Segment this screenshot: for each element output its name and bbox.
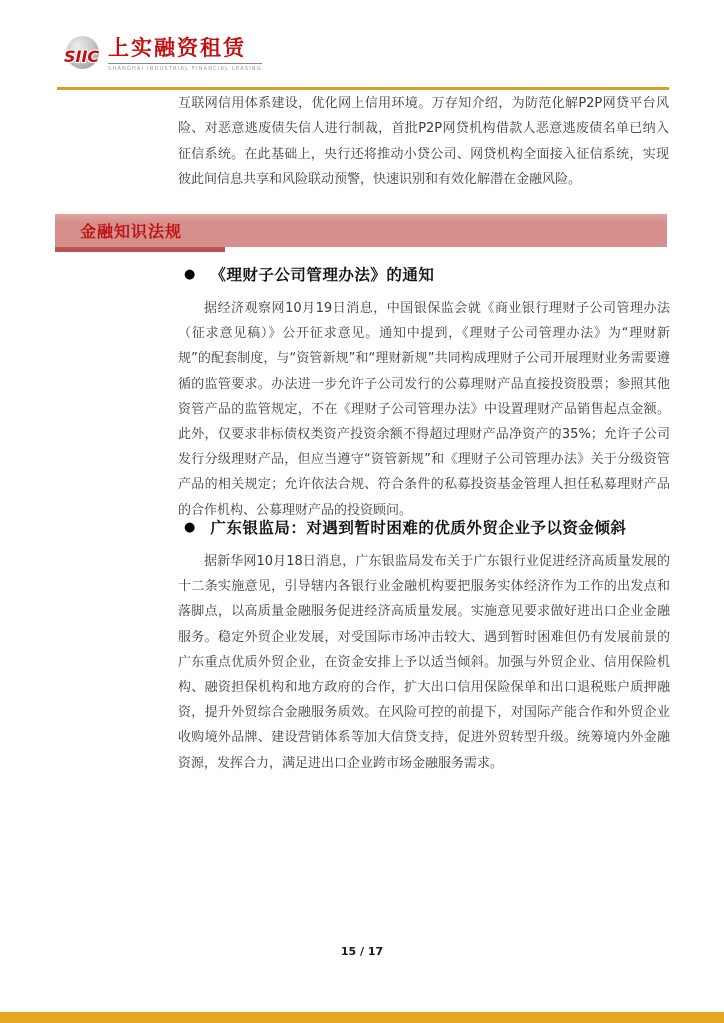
section-banner-shadow: [55, 247, 225, 252]
article-2-heading: [184, 516, 626, 538]
bullet-icon: ●: [184, 266, 196, 282]
bullet-icon: ●: [184, 519, 196, 535]
article-1-title: 《理财子公司管理办法》的通知: [210, 266, 435, 284]
article-1-body: 据经济观察网10月19日消息，中国银保监会就《商业银行理财子公司管理办法（征求意见稿）》公开征求意见。通知中提到，《理财子公司管理办法》为“理财新规”的配套制度，与“资管新规”和“理财新规”共同构成理财子公司开展理财业务需要遵循的监管要求。办法进一步允许子公司发行的公募理财产品直接投资股票；参照其他资管产品的监管规定，不在《理财子公司管理办法》中设置理财产品销售起点金额。此外，仅要求非标债权类资产投资余额不得超过理财产品净资产的35%；允许子公司发行分级理财产品，但应当遵守“资管新规”和《理财子公司管理办法》关于分级资管产品的相关规定；允许依法合规、符合条件的私募投资基金管理人担任私募理财产品的合作机构、公募理财产品的投资顾问。: [178, 301, 670, 518]
intro-paragraph: 互联网信用体系建设，优化网上信用环境。万存知介绍，为防范化解P2P网贷平台风险、对恶意逃废债失信人进行制裁，首批P2P网贷机构借款人恶意逃废债名单已纳入征信系统。在此基础上，央行还将推动小贷公司、网贷机构全面接入征信系统，实现彼此间信息共享和风险联动预警，快速识别和有效化解潜在金融风险。: [178, 96, 669, 187]
article-2-title: 广东银监局：对遇到暂时困难的优质外贸企业予以资金倾斜: [210, 519, 627, 537]
section-banner: [55, 214, 667, 247]
footer-gold-bar: [0, 1012, 724, 1023]
article-2-body: 据新华网10月18日消息，广东银监局发布关于广东银行业促进经济高质量发展的十二条实施意见，引导辖内各银行业金融机构要把服务实体经济作为工作的出发点和落脚点，以高质量金融服务促进经济高质量发展。实施意见要求做好进出口企业金融服务。稳定外贸企业发展，对受国际市场冲击较大、遇到暂时困难但仍有发展前景的广东重点优质外贸企业，在资金安排上予以适当倾斜。加强与外贸企业、信用保险机构、融资担保机构和地方政府的合作，扩大出口信用保险保单和出口退税账户质押融资，提升外贸综合金融服务质效。在风险可控的前提下，对国际产能合作和外贸企业收购境外品牌、建设营销体系等加大信贷支持，促进外贸转型升级。统筹境内外金融资源，发挥合力，满足进出口企业跨市场金融服务需求。: [178, 554, 670, 771]
page-number: 15 / 17: [340, 945, 384, 958]
siic-globe-icon: [64, 36, 102, 69]
header-divider-rule: [57, 87, 669, 90]
section-title: 金融知识法规: [80, 222, 183, 241]
article-1-heading: [184, 263, 434, 285]
siic-logo-text: SIIC: [64, 47, 100, 66]
company-name-cn: 上实融资租赁: [108, 36, 262, 64]
company-logo: [64, 36, 262, 72]
logo-text-block: [108, 36, 262, 72]
company-name-en: SHANGHAI INDUSTRIAL FINANCIAL LEASING: [108, 66, 262, 73]
